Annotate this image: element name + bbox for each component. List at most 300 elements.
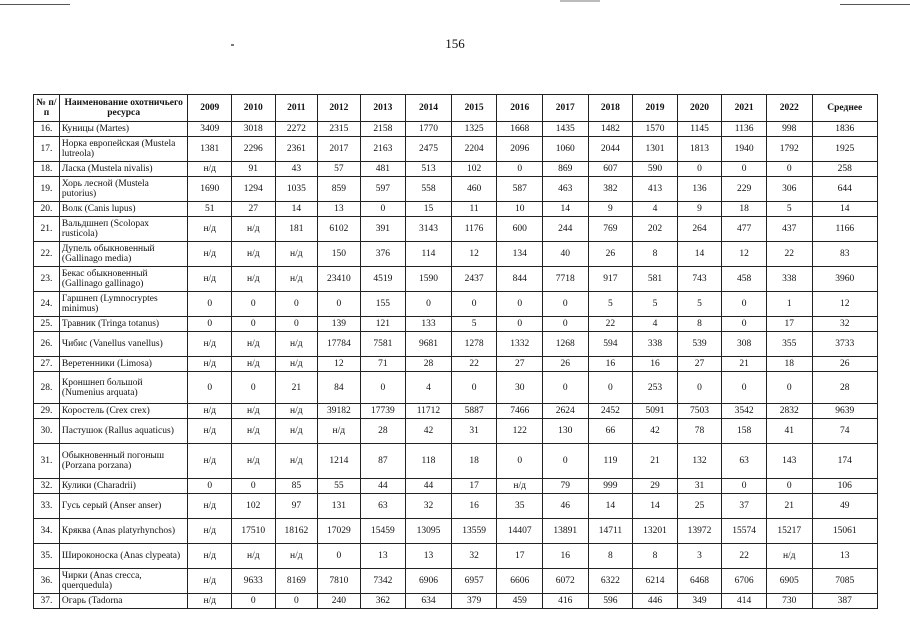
year-value-cell: 31 xyxy=(451,419,497,444)
table-row xyxy=(34,122,878,137)
year-value-cell: 22 xyxy=(766,242,812,267)
row-number: 34. xyxy=(34,519,60,544)
year-value-cell: 87 xyxy=(360,444,406,479)
year-value-cell: 0 xyxy=(360,202,406,217)
year-value-cell: 44 xyxy=(406,479,452,494)
year-value-cell: н/д xyxy=(232,404,276,419)
row-number: 26. xyxy=(34,332,60,357)
year-value-cell: 27 xyxy=(497,357,543,372)
year-value-cell: 3542 xyxy=(722,404,767,419)
resource-name: Дупель обыкновенный (Gallinago media) xyxy=(59,242,188,267)
year-value-cell: 6322 xyxy=(588,569,633,594)
average-cell: 7085 xyxy=(812,569,877,594)
year-value-cell: 0 xyxy=(722,162,767,177)
year-value-cell: 0 xyxy=(406,292,452,317)
year-value-cell: 244 xyxy=(543,217,589,242)
year-value-cell: 25 xyxy=(677,494,722,519)
year-value-cell: 5 xyxy=(633,292,678,317)
year-value-cell: 16 xyxy=(543,544,589,569)
year-value-cell: 22 xyxy=(451,357,497,372)
year-value-cell: 29 xyxy=(633,479,678,494)
year-value-cell: н/д xyxy=(497,479,543,494)
year-value-cell: 30 xyxy=(497,372,543,404)
year-value-cell: 46 xyxy=(543,494,589,519)
year-value-cell: 0 xyxy=(677,372,722,404)
year-value-cell: 18 xyxy=(722,202,767,217)
year-value-cell: 253 xyxy=(633,372,678,404)
average-cell: 83 xyxy=(812,242,877,267)
year-value-cell: 6606 xyxy=(497,569,543,594)
row-number: 29. xyxy=(34,404,60,419)
average-cell: 28 xyxy=(812,372,877,404)
table-row xyxy=(34,569,878,594)
average-cell: 13 xyxy=(812,544,877,569)
year-value-cell: 5 xyxy=(451,317,497,332)
year-value-cell: 349 xyxy=(677,594,722,609)
year-value-cell: 21 xyxy=(633,444,678,479)
year-value-cell: н/д xyxy=(766,544,812,569)
table-row xyxy=(34,357,878,372)
table-row xyxy=(34,519,878,544)
year-value-cell: 391 xyxy=(360,217,406,242)
year-value-cell: 1381 xyxy=(188,137,232,162)
year-value-cell: 3143 xyxy=(406,217,452,242)
year-value-cell: 4 xyxy=(633,202,678,217)
table-row xyxy=(34,317,878,332)
year-value-cell: 0 xyxy=(318,292,361,317)
year-value-cell: 1294 xyxy=(232,177,276,202)
year-value-cell: 998 xyxy=(766,122,812,137)
year-value-cell: 16 xyxy=(588,357,633,372)
year-value-cell: 1325 xyxy=(451,122,497,137)
year-value-cell: 1770 xyxy=(406,122,452,137)
year-value-cell: н/д xyxy=(232,332,276,357)
year-value-cell: 14 xyxy=(677,242,722,267)
resource-name: Пастушок (Rallus aquaticus) xyxy=(59,419,188,444)
year-value-cell: 71 xyxy=(360,357,406,372)
resource-name: Вальдшнеп (Scolopax rusticola) xyxy=(59,217,188,242)
year-value-cell: 27 xyxy=(232,202,276,217)
year-value-cell: н/д xyxy=(188,444,232,479)
resource-name: Огарь (Tadorna xyxy=(59,594,188,609)
year-value-cell: 1668 xyxy=(497,122,543,137)
year-value-cell: 0 xyxy=(722,479,767,494)
header-year: 2019 xyxy=(633,95,678,122)
year-value-cell: 15 xyxy=(406,202,452,217)
year-value-cell: 1590 xyxy=(406,267,452,292)
year-value-cell: 6706 xyxy=(722,569,767,594)
year-value-cell: 1 xyxy=(766,292,812,317)
year-value-cell: 2624 xyxy=(543,404,589,419)
year-value-cell: 6957 xyxy=(451,569,497,594)
table-row xyxy=(34,419,878,444)
year-value-cell: 17029 xyxy=(318,519,361,544)
resource-name: Чибис (Vanellus vanellus) xyxy=(59,332,188,357)
year-value-cell: 1482 xyxy=(588,122,633,137)
header-year: 2012 xyxy=(318,95,361,122)
row-number: 21. xyxy=(34,217,60,242)
year-value-cell: 2315 xyxy=(318,122,361,137)
year-value-cell: 0 xyxy=(497,292,543,317)
year-value-cell: 15459 xyxy=(360,519,406,544)
top-rule-right xyxy=(840,4,910,5)
year-value-cell: 4519 xyxy=(360,267,406,292)
top-scan-mark xyxy=(560,0,600,2)
year-value-cell: 743 xyxy=(677,267,722,292)
year-value-cell: 229 xyxy=(722,177,767,202)
year-value-cell: 0 xyxy=(497,444,543,479)
year-value-cell: 8169 xyxy=(275,569,318,594)
header-year: 2014 xyxy=(406,95,452,122)
table-row xyxy=(34,137,878,162)
average-cell: 1925 xyxy=(812,137,877,162)
year-value-cell: 26 xyxy=(588,242,633,267)
table-row xyxy=(34,202,878,217)
year-value-cell: 14 xyxy=(543,202,589,217)
year-value-cell: 7466 xyxy=(497,404,543,419)
year-value-cell: 2158 xyxy=(360,122,406,137)
row-number: 24. xyxy=(34,292,60,317)
row-number: 16. xyxy=(34,122,60,137)
year-value-cell: 1176 xyxy=(451,217,497,242)
year-value-cell: н/д xyxy=(275,267,318,292)
year-value-cell: 730 xyxy=(766,594,812,609)
year-value-cell: 1570 xyxy=(633,122,678,137)
year-value-cell: 6906 xyxy=(406,569,452,594)
year-value-cell: 2017 xyxy=(318,137,361,162)
year-value-cell: 1332 xyxy=(497,332,543,357)
average-cell: 74 xyxy=(812,419,877,444)
year-value-cell: 9681 xyxy=(406,332,452,357)
year-value-cell: 40 xyxy=(543,242,589,267)
year-value-cell: 23410 xyxy=(318,267,361,292)
year-value-cell: 0 xyxy=(497,317,543,332)
row-number: 36. xyxy=(34,569,60,594)
year-value-cell: 1690 xyxy=(188,177,232,202)
year-value-cell: н/д xyxy=(275,332,318,357)
year-value-cell: 11712 xyxy=(406,404,452,419)
year-value-cell: 8 xyxy=(677,317,722,332)
row-number: 31. xyxy=(34,444,60,479)
row-number: 18. xyxy=(34,162,60,177)
row-number: 28. xyxy=(34,372,60,404)
year-value-cell: 0 xyxy=(188,372,232,404)
year-value-cell: 130 xyxy=(543,419,589,444)
year-value-cell: 1940 xyxy=(722,137,767,162)
year-value-cell: 7810 xyxy=(318,569,361,594)
year-value-cell: 31 xyxy=(677,479,722,494)
hunting-resources-table xyxy=(33,94,878,609)
year-value-cell: н/д xyxy=(188,217,232,242)
year-value-cell: н/д xyxy=(232,357,276,372)
year-value-cell: 22 xyxy=(588,317,633,332)
year-value-cell: н/д xyxy=(188,242,232,267)
resource-name: Гаршнеп (Lymnocryptes minimus) xyxy=(59,292,188,317)
year-value-cell: 63 xyxy=(360,494,406,519)
year-value-cell: 5 xyxy=(766,202,812,217)
header-year: 2020 xyxy=(677,95,722,122)
year-value-cell: 13891 xyxy=(543,519,589,544)
resource-name: Бекас обыкновенный (Gallinago gallinago) xyxy=(59,267,188,292)
year-value-cell: н/д xyxy=(275,242,318,267)
year-value-cell: 12 xyxy=(318,357,361,372)
year-value-cell: 558 xyxy=(406,177,452,202)
year-value-cell: 17 xyxy=(451,479,497,494)
year-value-cell: н/д xyxy=(232,544,276,569)
year-value-cell: 158 xyxy=(722,419,767,444)
year-value-cell: 85 xyxy=(275,479,318,494)
year-value-cell: 0 xyxy=(232,317,276,332)
year-value-cell: 97 xyxy=(275,494,318,519)
year-value-cell: 379 xyxy=(451,594,497,609)
row-number: 32. xyxy=(34,479,60,494)
year-value-cell: 181 xyxy=(275,217,318,242)
average-cell: 9639 xyxy=(812,404,877,419)
resource-name: Обыкновенный погоныш (Porzana porzana) xyxy=(59,444,188,479)
average-cell: 106 xyxy=(812,479,877,494)
year-value-cell: 8 xyxy=(588,544,633,569)
average-cell: 3733 xyxy=(812,332,877,357)
year-value-cell: н/д xyxy=(188,357,232,372)
row-number: 27. xyxy=(34,357,60,372)
header-year: 2011 xyxy=(275,95,318,122)
table-row xyxy=(34,177,878,202)
header-year: 2021 xyxy=(722,95,767,122)
year-value-cell: 202 xyxy=(633,217,678,242)
year-value-cell: 1060 xyxy=(543,137,589,162)
year-value-cell: 0 xyxy=(232,594,276,609)
year-value-cell: 6102 xyxy=(318,217,361,242)
year-value-cell: 2475 xyxy=(406,137,452,162)
year-value-cell: 12 xyxy=(722,242,767,267)
row-number: 30. xyxy=(34,419,60,444)
year-value-cell: 32 xyxy=(406,494,452,519)
year-value-cell: 362 xyxy=(360,594,406,609)
year-value-cell: 16 xyxy=(451,494,497,519)
year-value-cell: 0 xyxy=(722,372,767,404)
row-number: 23. xyxy=(34,267,60,292)
year-value-cell: 102 xyxy=(451,162,497,177)
year-value-cell: 587 xyxy=(497,177,543,202)
year-value-cell: 413 xyxy=(633,177,678,202)
resource-name: Кулики (Charadrii) xyxy=(59,479,188,494)
year-value-cell: 12 xyxy=(451,242,497,267)
year-value-cell: 0 xyxy=(360,372,406,404)
year-value-cell: 16 xyxy=(633,357,678,372)
scan-speck xyxy=(231,44,234,46)
year-value-cell: 119 xyxy=(588,444,633,479)
year-value-cell: 1214 xyxy=(318,444,361,479)
year-value-cell: 2832 xyxy=(766,404,812,419)
year-value-cell: 0 xyxy=(232,372,276,404)
year-value-cell: 22 xyxy=(722,544,767,569)
year-value-cell: 5887 xyxy=(451,404,497,419)
header-year: 2016 xyxy=(497,95,543,122)
year-value-cell: 240 xyxy=(318,594,361,609)
year-value-cell: 13 xyxy=(406,544,452,569)
year-value-cell: 596 xyxy=(588,594,633,609)
year-value-cell: 3 xyxy=(677,544,722,569)
year-value-cell: 414 xyxy=(722,594,767,609)
year-value-cell: 0 xyxy=(275,594,318,609)
year-value-cell: 17 xyxy=(497,544,543,569)
year-value-cell: 21 xyxy=(275,372,318,404)
year-value-cell: 134 xyxy=(497,242,543,267)
year-value-cell: 14711 xyxy=(588,519,633,544)
average-cell: 1166 xyxy=(812,217,877,242)
year-value-cell: н/д xyxy=(188,267,232,292)
year-value-cell: н/д xyxy=(188,419,232,444)
table-row xyxy=(34,594,878,609)
header-average: Среднее xyxy=(812,95,877,122)
year-value-cell: 15217 xyxy=(766,519,812,544)
year-value-cell: 463 xyxy=(543,177,589,202)
year-value-cell: 18 xyxy=(451,444,497,479)
year-value-cell: 1813 xyxy=(677,137,722,162)
year-value-cell: 66 xyxy=(588,419,633,444)
year-value-cell: 594 xyxy=(588,332,633,357)
year-value-cell: 437 xyxy=(766,217,812,242)
header-year: 2017 xyxy=(543,95,589,122)
year-value-cell: 0 xyxy=(188,292,232,317)
year-value-cell: 459 xyxy=(497,594,543,609)
table-row xyxy=(34,444,878,479)
year-value-cell: 13 xyxy=(318,202,361,217)
year-value-cell: н/д xyxy=(188,544,232,569)
table-row xyxy=(34,242,878,267)
year-value-cell: н/д xyxy=(275,357,318,372)
average-cell: 3960 xyxy=(812,267,877,292)
year-value-cell: 9633 xyxy=(232,569,276,594)
average-cell: 1836 xyxy=(812,122,877,137)
year-value-cell: 43 xyxy=(275,162,318,177)
year-value-cell: 0 xyxy=(275,317,318,332)
year-value-cell: 13 xyxy=(360,544,406,569)
resource-name: Хорь лесной (Mustela putorius) xyxy=(59,177,188,202)
row-number: 37. xyxy=(34,594,60,609)
year-value-cell: 590 xyxy=(633,162,678,177)
table-row xyxy=(34,479,878,494)
year-value-cell: 121 xyxy=(360,317,406,332)
header-year: 2013 xyxy=(360,95,406,122)
year-value-cell: 21 xyxy=(766,494,812,519)
year-value-cell: 13095 xyxy=(406,519,452,544)
year-value-cell: 0 xyxy=(677,162,722,177)
year-value-cell: н/д xyxy=(232,444,276,479)
average-cell: 174 xyxy=(812,444,877,479)
row-number: 22. xyxy=(34,242,60,267)
year-value-cell: 4 xyxy=(406,372,452,404)
year-value-cell: 5 xyxy=(588,292,633,317)
year-value-cell: 1278 xyxy=(451,332,497,357)
year-value-cell: 0 xyxy=(318,544,361,569)
year-value-cell: 0 xyxy=(232,292,276,317)
year-value-cell: 5 xyxy=(677,292,722,317)
year-value-cell: н/д xyxy=(188,519,232,544)
resource-name: Чирки (Anas crecca, querquedula) xyxy=(59,569,188,594)
year-value-cell: 0 xyxy=(188,479,232,494)
average-cell: 644 xyxy=(812,177,877,202)
year-value-cell: н/д xyxy=(232,217,276,242)
year-value-cell: н/д xyxy=(188,404,232,419)
year-value-cell: 114 xyxy=(406,242,452,267)
year-value-cell: 13201 xyxy=(633,519,678,544)
year-value-cell: 11 xyxy=(451,202,497,217)
year-value-cell: 28 xyxy=(360,419,406,444)
year-value-cell: 0 xyxy=(766,372,812,404)
year-value-cell: 9 xyxy=(677,202,722,217)
year-value-cell: 376 xyxy=(360,242,406,267)
year-value-cell: 2204 xyxy=(451,137,497,162)
year-value-cell: 79 xyxy=(543,479,589,494)
year-value-cell: 133 xyxy=(406,317,452,332)
year-value-cell: 0 xyxy=(588,372,633,404)
year-value-cell: 513 xyxy=(406,162,452,177)
year-value-cell: 306 xyxy=(766,177,812,202)
year-value-cell: 769 xyxy=(588,217,633,242)
year-value-cell: 2044 xyxy=(588,137,633,162)
year-value-cell: 458 xyxy=(722,267,767,292)
year-value-cell: 0 xyxy=(722,292,767,317)
year-value-cell: 9 xyxy=(588,202,633,217)
top-rule-left xyxy=(0,4,70,5)
header-year: 2015 xyxy=(451,95,497,122)
year-value-cell: 355 xyxy=(766,332,812,357)
year-value-cell: 917 xyxy=(588,267,633,292)
year-value-cell: 1035 xyxy=(275,177,318,202)
year-value-cell: 634 xyxy=(406,594,452,609)
header-year: 2010 xyxy=(232,95,276,122)
year-value-cell: 17 xyxy=(766,317,812,332)
year-value-cell: 35 xyxy=(497,494,543,519)
year-value-cell: н/д xyxy=(232,419,276,444)
header-year: 2018 xyxy=(588,95,633,122)
year-value-cell: 5091 xyxy=(633,404,678,419)
year-value-cell: 2437 xyxy=(451,267,497,292)
year-value-cell: 460 xyxy=(451,177,497,202)
average-cell: 14 xyxy=(812,202,877,217)
table-row xyxy=(34,162,878,177)
table-row xyxy=(34,332,878,357)
year-value-cell: 382 xyxy=(588,177,633,202)
year-value-cell: 7718 xyxy=(543,267,589,292)
year-value-cell: 17739 xyxy=(360,404,406,419)
year-value-cell: 0 xyxy=(722,317,767,332)
resource-name: Кроншнеп большой (Numenius arquata) xyxy=(59,372,188,404)
year-value-cell: 264 xyxy=(677,217,722,242)
header-year: 2009 xyxy=(188,95,232,122)
year-value-cell: н/д xyxy=(188,494,232,519)
year-value-cell: 446 xyxy=(633,594,678,609)
year-value-cell: 1435 xyxy=(543,122,589,137)
year-value-cell: 6072 xyxy=(543,569,589,594)
table-row xyxy=(34,267,878,292)
year-value-cell: 600 xyxy=(497,217,543,242)
table-row xyxy=(34,217,878,242)
year-value-cell: 91 xyxy=(232,162,276,177)
year-value-cell: н/д xyxy=(275,419,318,444)
year-value-cell: 150 xyxy=(318,242,361,267)
table-header-row xyxy=(34,95,878,122)
year-value-cell: 55 xyxy=(318,479,361,494)
average-cell: 49 xyxy=(812,494,877,519)
year-value-cell: 2272 xyxy=(275,122,318,137)
year-value-cell: 1136 xyxy=(722,122,767,137)
year-value-cell: 42 xyxy=(406,419,452,444)
resource-name: Куницы (Martes) xyxy=(59,122,188,137)
year-value-cell: н/д xyxy=(188,162,232,177)
table-row xyxy=(34,494,878,519)
